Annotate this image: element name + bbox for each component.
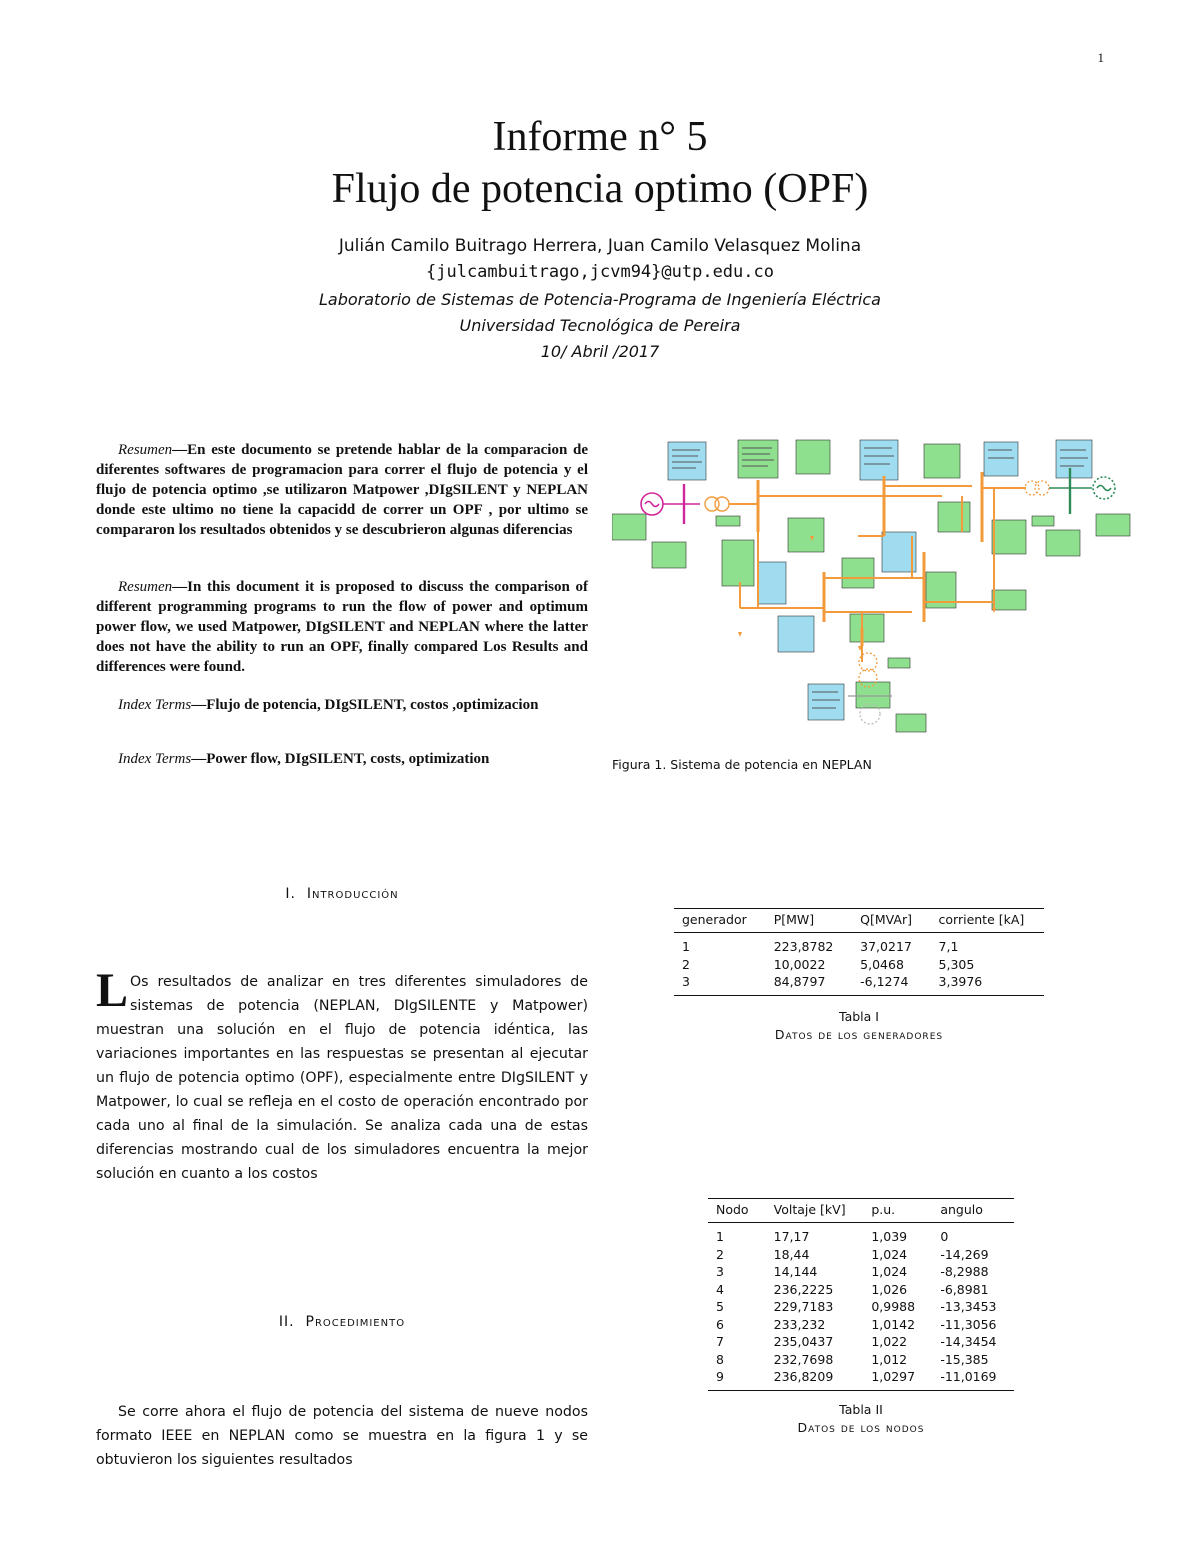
table-cell: 229,7183 — [773, 1299, 834, 1314]
procedure-paragraph: Se corre ahora el flujo de potencia del sistema de nueve nodos formato IEEE en NEPLAN como se muestra en la figura 1 y se obtuvieron los siguientes resultados — [96, 1404, 588, 1468]
diagram-label-boxes — [612, 440, 1130, 732]
table-header-cell: Voltaje [kV] — [766, 1199, 864, 1223]
table-row — [708, 1316, 1014, 1334]
transformer-1 — [705, 497, 729, 511]
table-header-cell: corriente [kA] — [931, 909, 1044, 933]
table-nodes-wrapper — [708, 1198, 1014, 1437]
table-cell: -11,0169 — [932, 1368, 1014, 1390]
index-terms-es — [96, 695, 588, 715]
table-nodes-title: Datos de los nodos — [797, 1419, 925, 1435]
table-cell: 0,9988 — [871, 1299, 916, 1314]
table-header-cell: generador — [674, 909, 766, 933]
author-email: {julcambuitrago,jcvm94}@utp.edu.co — [426, 262, 774, 282]
table-header-cell: Q[MVAr] — [852, 909, 930, 933]
table-row — [674, 973, 1044, 995]
abstract-es-text: —En este documento se pretende hablar de la comparacion de diferentes softwares de programacion para correr el flujo de potencia y el flujo de potencia optimo ,se utilizaron Matpower ,DIgSILENT y NEPLAN donde este ultimo no tiene la capacidd de correr un OPF , por ultimo se compararon los resultados obtenidos y se descubrieron algunas diferencias — [96, 442, 588, 538]
table-header-cell: P[MW] — [766, 909, 852, 933]
table-row — [708, 1333, 1014, 1351]
table-cell: 223,8782 — [773, 939, 834, 954]
index-terms-es-label: Index Terms — [118, 697, 192, 713]
table-cell: 236,2225 — [773, 1281, 834, 1297]
table-cell: 1 — [716, 1229, 724, 1244]
table-cell: 0 — [940, 1229, 949, 1244]
table-cell: -8,2988 — [940, 1264, 989, 1279]
table-row — [708, 1263, 1014, 1281]
table-cell: 1 — [682, 939, 690, 954]
intro-dropcap: L — [96, 964, 129, 1017]
abstract-es — [96, 440, 588, 540]
table-nodes — [708, 1198, 1014, 1391]
table-cell: 236,8209 — [766, 1368, 864, 1390]
table-cell: 2 — [682, 956, 690, 972]
paper-title-line-1: Informe n° 5 — [492, 114, 708, 160]
table-header-cell: p.u. — [863, 1199, 932, 1223]
table-cell: 1,039 — [871, 1229, 908, 1244]
table-cell: 5,305 — [938, 956, 975, 972]
table-cell: 8 — [716, 1351, 724, 1367]
table-cell: 5,0468 — [860, 956, 904, 972]
table-cell: -15,385 — [940, 1351, 989, 1367]
table-cell: 84,8797 — [766, 973, 852, 995]
table-nodes-label: Tabla II — [839, 1401, 883, 1417]
table-cell: 14,144 — [773, 1264, 818, 1279]
transformer-3 — [1025, 481, 1049, 495]
abstract-es-label: Resumen — [118, 442, 173, 458]
paper-date: 10/ Abril /2017 — [540, 342, 660, 361]
table-cell: 7,1 — [938, 939, 959, 954]
table-cell: 1,012 — [871, 1351, 908, 1367]
table-cell: 1,024 — [871, 1264, 908, 1279]
table-header-cell: angulo — [932, 1199, 1014, 1223]
table-cell: 4 — [716, 1281, 724, 1297]
index-terms-en — [96, 749, 588, 769]
table-cell: 3 — [674, 973, 766, 995]
table-cell: 1,024 — [871, 1246, 908, 1262]
table-cell: 9 — [708, 1368, 766, 1390]
authors: Julián Camilo Buitrago Herrera, Juan Camilo Velasquez Molina — [338, 236, 862, 256]
table-cell: 1,022 — [871, 1334, 908, 1349]
table-cell: 3,3976 — [931, 973, 1044, 995]
generator-1-branch — [641, 484, 700, 524]
table-row — [674, 933, 1044, 956]
section-title-procedure: Procedimiento — [305, 1314, 406, 1330]
table-header-cell: Nodo — [708, 1199, 766, 1223]
table-cell: 6 — [716, 1316, 724, 1332]
abstract-en-text: —In this document it is proposed to discuss the comparison of different programming programs to run the flow of power and optimum power flow, we used Matpower, DIgSILENT and NEPLAN where the latter does not have the ability to run an OPF, finally compared Los Results and differences were found. — [96, 579, 588, 675]
table-cell: 1,026 — [871, 1281, 908, 1297]
page-number: 1 — [1097, 50, 1104, 65]
section-heading-procedure — [96, 1314, 588, 1330]
table-generators-label: Tabla I — [839, 1008, 879, 1024]
table-cell: -14,3454 — [940, 1334, 997, 1349]
intro-paragraph — [96, 964, 588, 1186]
section-title-intro: Introducción — [306, 886, 399, 902]
table-cell: 7 — [716, 1334, 724, 1349]
affiliation-lab: Laboratorio de Sistemas de Potencia-Programa de Ingeniería Eléctrica — [319, 290, 881, 309]
intro-text: Os resultados de analizar en tres diferentes simuladores de sistemas de potencia (NEPLAN, DIgSILENTE y Matpower) muestran una solución en el flujo de potencia idéntica, las variaciones importantes en las respuestas se presentan al ejecutar un flujo de potencia optimo (OPF), especialmente entre DIgSILENT y Matpower, lo cual se refleja en el costo de operación encontrado por cada uno al final de la simulación. Se analiza cada una de estas diferencias mostrando cual de los simuladores encuentra la mejor solución en cuanto a los costos — [96, 974, 588, 1182]
table-cell: 2 — [716, 1246, 724, 1262]
table-cell: 17,17 — [773, 1229, 810, 1244]
index-terms-es-text: —Flujo de potencia, DIgSILENT, costos ,optimizacion — [191, 697, 539, 713]
figure-caption: Figura 1. Sistema de potencia en NEPLAN — [612, 757, 872, 772]
table-cell: -14,269 — [940, 1246, 989, 1262]
table-cell: 235,0437 — [773, 1334, 834, 1349]
table-cell: 232,7698 — [773, 1351, 834, 1367]
table-cell: 5 — [716, 1299, 724, 1314]
table-cell: 10,0022 — [773, 956, 826, 972]
table-row — [708, 1351, 1014, 1369]
table-cell: 1,0297 — [863, 1368, 932, 1390]
section-number-procedure: II. — [278, 1314, 295, 1330]
table-cell: -11,3056 — [940, 1316, 997, 1332]
table-generators — [674, 908, 1044, 996]
table-generators-caption — [674, 1008, 1044, 1044]
table-cell: 1,0142 — [871, 1316, 916, 1332]
table-nodes-caption — [708, 1401, 1014, 1437]
table-generators-header — [674, 909, 1044, 933]
index-terms-en-label: Index Terms — [118, 751, 192, 767]
table-generators-wrapper — [674, 908, 1044, 1044]
table-cell: -6,1274 — [852, 973, 930, 995]
table-cell: 233,232 — [773, 1316, 826, 1332]
table-row — [708, 1281, 1014, 1299]
table-row — [708, 1298, 1014, 1316]
neplan-diagram — [612, 432, 1132, 744]
table-row — [708, 1246, 1014, 1264]
table-row — [708, 1368, 1014, 1390]
table-cell: 37,0217 — [860, 939, 912, 954]
abstract-en — [96, 577, 588, 677]
table-generators-title: Datos de los generadores — [774, 1026, 944, 1042]
table-nodes-header — [708, 1199, 1014, 1223]
table-row — [674, 956, 1044, 974]
table-row — [708, 1223, 1014, 1246]
affiliation-university: Universidad Tecnológica de Pereira — [459, 316, 741, 335]
abstract-en-label: Resumen — [118, 579, 173, 595]
table-cell: 3 — [716, 1264, 724, 1279]
table-cell: 18,44 — [773, 1246, 810, 1262]
paper-title-line-2: Flujo de potencia optimo (OPF) — [331, 166, 869, 212]
section-number-intro: I. — [285, 886, 296, 902]
section-heading-intro — [96, 886, 588, 902]
index-terms-en-text: —Power flow, DIgSILENT, costs, optimization — [191, 751, 490, 767]
table-cell: -13,3453 — [940, 1299, 997, 1314]
table-cell: -6,8981 — [940, 1281, 989, 1297]
